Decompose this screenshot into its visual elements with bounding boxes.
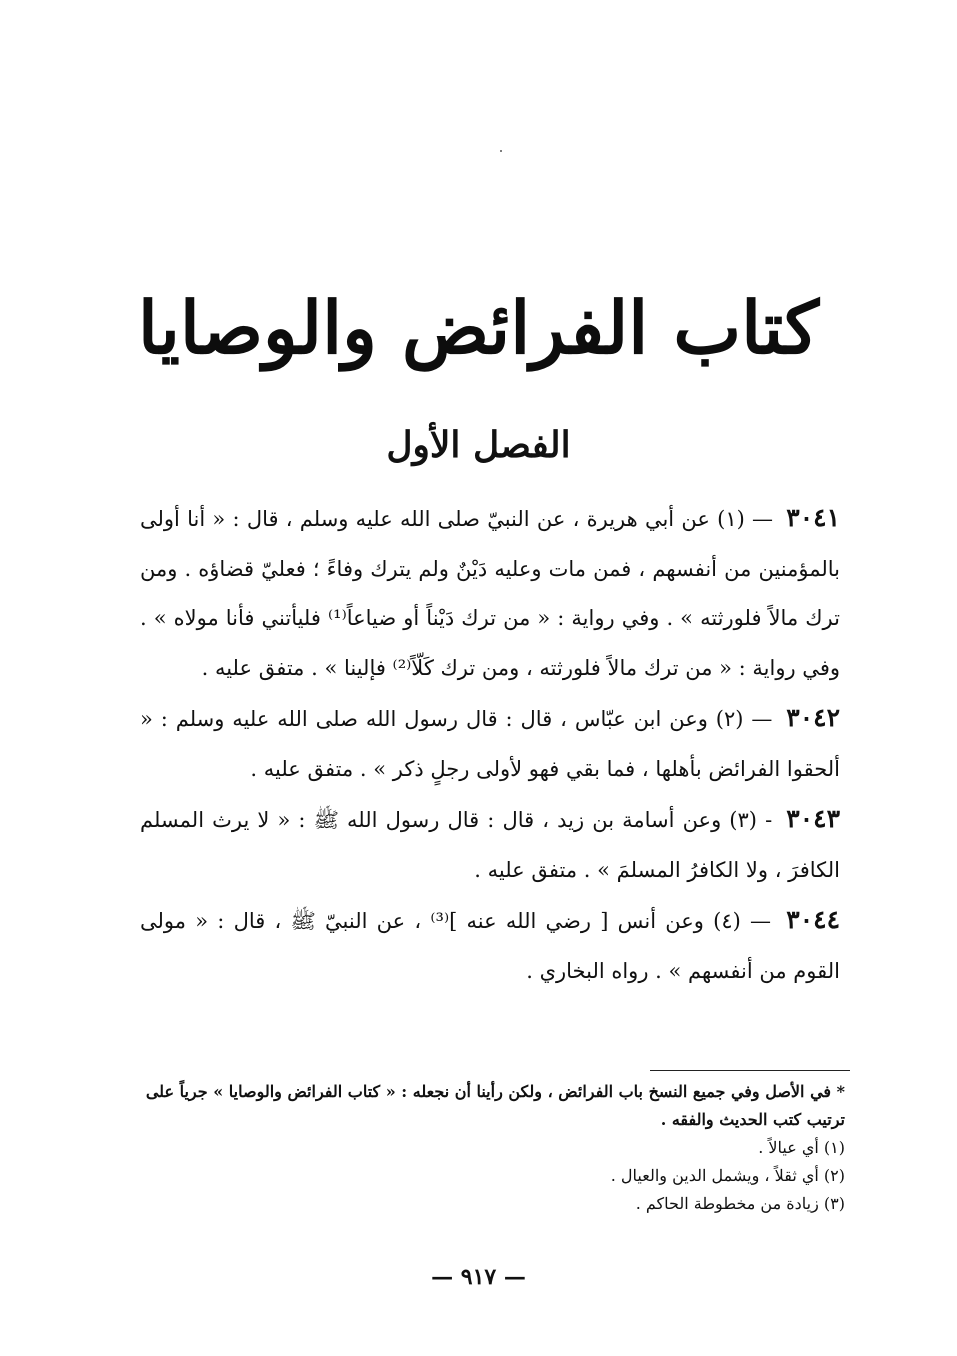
- hadith-3042: [140, 693, 840, 794]
- footnote-item: (٢) أي ثقلاً ، ويشمل الدين والعيال .: [610, 1166, 845, 1185]
- hadith-text: — (٤) وعن أنس [ رضي الله عنه ]⁽³⁾ ، عن النبيّ ﷺ ، قال : « مولى القوم من أنفسهم » . رواه البخاري .: [140, 909, 840, 983]
- footnotes: [140, 1078, 845, 1218]
- hadith-number: ٣٠٤٤: [786, 905, 840, 934]
- footnote-item: (١) أي عيالاً .: [758, 1138, 845, 1157]
- hadith-text: — (١) عن أبي هريرة ، عن النبيّ صلى الله عليه وسلم ، قال : « أنا أولى بالمؤمنين من أنفسهم ، فمن مات وعليه دَيْنٌ ولم يترك وفاءً ؛ فعليّ قضاؤه . ومن ترك مالاً فلورثته » . وفي رواية : « من ترك دَيْناً أو ضياعاً⁽¹⁾ فليأتني فأنا مولاه » . وفي رواية : « من ترك مالاً فلورثته ، ومن ترك كَلّاً⁽²⁾ فإلينا » . متفق عليه .: [140, 507, 840, 680]
- hadith-text: - (٣) وعن أسامة بن زيد ، قال : قال رسول الله ﷺ : « لا يرث المسلم الكافرَ ، ولا الكافرُ المسلمَ » . متفق عليه .: [140, 808, 840, 882]
- hadith-text: — (٢) وعن ابن عبّاس ، قال : قال رسول الله صلى الله عليه وسلم : « ألحقوا الفرائض بأهلها ، فما بقي فهو لأولى رجلٍ ذكر » . متفق عليه .: [140, 707, 840, 781]
- footnote-divider: [650, 1070, 850, 1071]
- hadith-3043: [140, 794, 840, 895]
- hadith-3044: [140, 895, 840, 996]
- hadith-3041: [140, 493, 840, 693]
- footnote-list: [140, 1134, 845, 1218]
- hadith-number: ٣٠٤١: [786, 503, 840, 532]
- footnote-item: (٣) زيادة من مخطوطة الحاكم .: [635, 1194, 845, 1213]
- chapter-title: الفصل الأول: [386, 423, 571, 466]
- footnote-editor-note: * في الأصل وفي جميع النسخ باب الفرائض ، ولكن رأينا أن نجعله : « كتاب الفرائض والوصايا » جرياً على ترتيب كتب الحديث والفقه .: [145, 1082, 845, 1129]
- scan-speck: [500, 150, 502, 152]
- hadith-section: [140, 493, 840, 996]
- hadith-number: ٣٠٤٣: [786, 804, 840, 833]
- hadith-number: ٣٠٤٢: [786, 703, 840, 732]
- book-title: كتاب الفرائض والوصايا: [137, 285, 820, 371]
- page-number: — ٩١٧ —: [431, 1264, 526, 1290]
